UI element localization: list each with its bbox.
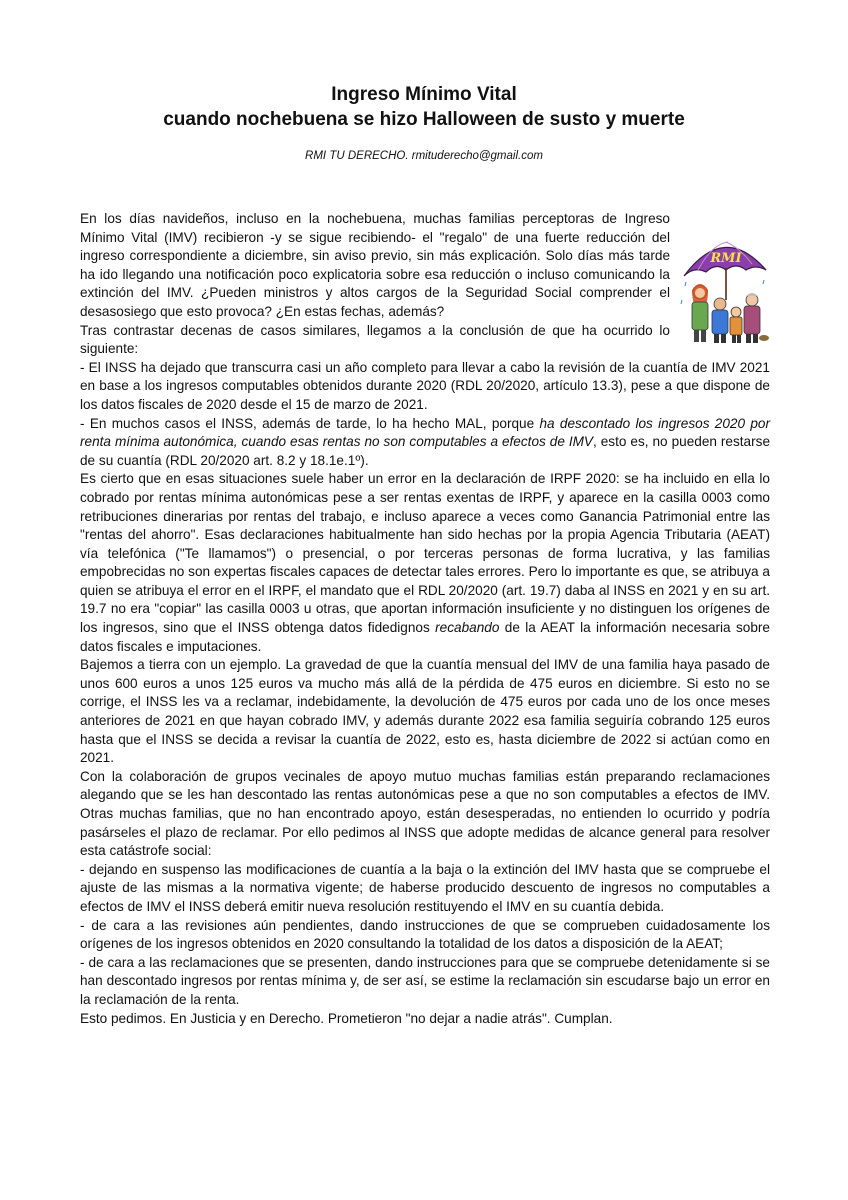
title-block xyxy=(0,82,848,132)
point-2-text-a: - En muchos casos el INSS, además de tarde, lo ha hecho MAL, porque xyxy=(80,415,540,431)
irpf-emphasis: recabando xyxy=(435,620,500,636)
paragraph-claims: Con la colaboración de grupos vecinales de apoyo mutuo muchas familias están preparando reclamaciones alegando que se les han descontado las rentas autonómicas pese a que no son computables a efectos de IMV. Otras muchas familias, que no han encontrado apoyo, están desesperadas, no entienden lo ocurrido y podría pasárseles el plazo de reclamar. Por ello pedimos al INSS que adopte medidas de alcance general para resolver esta catástrofe social: xyxy=(80,768,770,859)
title-line-2: cuando nochebuena se hizo Halloween de susto y muerte xyxy=(163,109,685,130)
paragraph-intro: En los días navideños, incluso en la nochebuena, muchas familias perceptoras de Ingreso Mínimo Vital (IMV) recibieron -y se sigue recibiendo- el "regalo" de una fuerte reducción del ingreso correspondiente a diciembre, sin aviso previo, sin más explicación. Solo días más tarde ha ido llegando una notificación poco explicatoria sobre esa reducción o incluso comunicando la extinción del IMV. ¿Pueden ministros y altos cargos de la Seguridad Social comprender el desasosiego que esto provoca? ¿En estas fechas, además? xyxy=(80,211,670,319)
title-line-1: Ingreso Mínimo Vital xyxy=(331,84,517,105)
paragraph-example: Bajemos a tierra con un ejemplo. La gravedad de que la cuantía mensual del IMV de una familia haya pasado de unos 600 euros a unos 125 euros va mucho más allá de la pérdida de 475 euros en diciembre. Si esto no se corrige, el INSS les va a reclamar, indebidamente, la devolución de 475 euros por cada uno de los once meses anteriores de 2021 en que hayan cobrado IMV, y además durante 2022 esa familia seguiría cobrando 125 euros hasta que el INSS se decida a revisar la cuantía de 2022, esto es, hasta diciembre de 2022 si actúan como en 2021. xyxy=(80,657,770,766)
paragraph-closing: Esto pedimos. En Justicia y en Derecho. Prometieron "no dejar a nadie atrás". Cumplan. xyxy=(80,1010,613,1026)
irpf-text-a: Es cierto que en esas situaciones suele haber un error en la declaración de IRPF 2020: se ha incluido en ella lo cobrado por rentas mínima autonómicas pese a ser rentas exentas de IRPF, y aparece en la casilla 0003 como retribuciones dinerarias por rentas del trabajo, e incluso aparece a veces como Ganancia Patrimonial entre las "rentas del ahorro". Esas declaraciones habitualmente han sido hechas por la propia Agencia Tributaria (AEAT) vía telefónica ("Te llamamos") o presencial, o por terceras personas de forma lucrativa, y las familias empobrecidas no son expertas fiscales capaces de detectar tales errores. Pero lo importante es que, se atribuya a quien se atribuya el error en el IRPF, el mandato que el RDL 20/2020 (art. 19.7) daba al INSS en 2021 y en su art. 19.7 no era "copiar" las casilla 0003 u otras, que aportan información insuficiente y no distinguen los orígenes de los ingresos, sino que el INSS obtenga datos fidedignos xyxy=(80,471,770,636)
point-2-text-c: , esto es, no pueden restarse de su cuantía (RDL 20/2020 art. 8.2 y 18.1e.1º). xyxy=(80,434,771,468)
point-2-emphasis: ha descontado los ingresos 2020 por renta mínima autonómica, cuando esas rentas no son computables a efectos de IMV xyxy=(80,415,770,450)
paragraph-point-2 xyxy=(80,415,770,471)
paragraph-irpf-error xyxy=(80,470,770,656)
byline: RMI TU DERECHO. rmituderecho@gmail.com xyxy=(305,150,543,162)
paragraph-conclusion-lead: Tras contrastar decenas de casos similares, llegamos a la conclusión de que ha ocurrido lo siguiente: xyxy=(80,322,670,357)
paragraph-demand-1: - dejando en suspenso las modificaciones de cuantía a la baja o la extinción del IMV hasta que se compruebe el ajuste de las mismas a la normativa vigente; de haberse producido descuento de ingresos no computables a efectos de IMV el INSS deberá emitir nueva resolución restituyendo el IMV en su cuantía debida. xyxy=(80,861,770,914)
rmi-logo-illustration xyxy=(678,230,770,346)
logo-text: RMI xyxy=(710,251,742,266)
paragraph-demand-2: - de cara a las revisiones aún pendientes, dando instrucciones de que se comprueben cuidadosamente los orígenes de los ingresos obtenidos en 2020 consultando la totalidad de los datos a disposición de la AEAT; xyxy=(80,917,770,952)
paragraph-point-1: - El INSS ha dejado que transcurra casi un año completo para llevar a cabo la revisión de la cuantía de IMV 2021 en base a los ingresos computables obtenidos durante 2020 (RDL 20/2020, artículo 13.3), pese a que dispone de los datos fiscales de 2020 desde el 15 de marzo de 2021. xyxy=(80,359,770,412)
document-body xyxy=(80,210,770,1028)
irpf-text-c: de la AEAT la información necesaria sobre datos fiscales e imputaciones. xyxy=(80,620,770,654)
paragraph-demand-3: - de cara a las reclamaciones que se presenten, dando instrucciones para que se compruebe detenidamente si se han descontado ingresos por rentas mínima y, de ser así, se estime la reclamación sin escudarse bajo un error en la reclamación de la renta. xyxy=(80,954,770,1007)
